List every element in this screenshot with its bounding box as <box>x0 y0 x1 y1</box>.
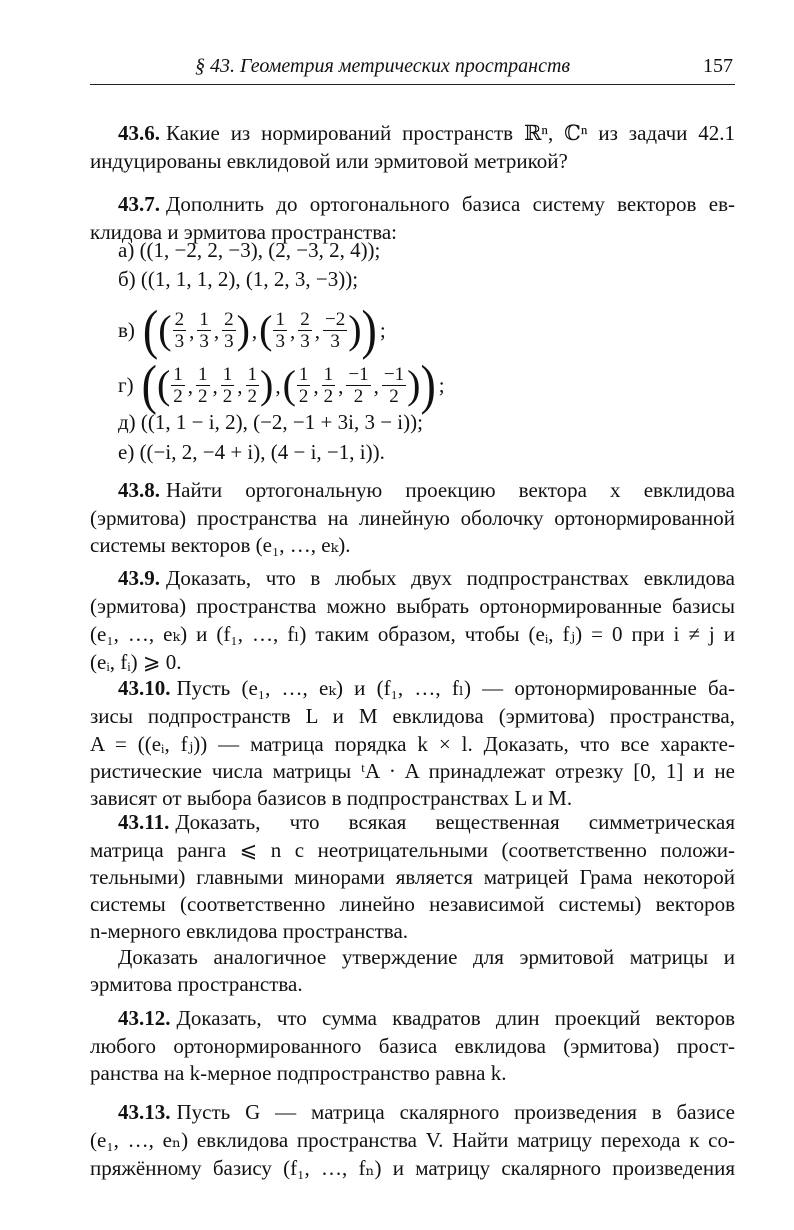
exercise-text: Доказать, что в любых двух подпространствах евклидова <box>166 566 735 590</box>
comma: , <box>313 374 319 398</box>
p43-9-line <box>118 564 735 592</box>
fraction <box>173 309 187 352</box>
exercise-text: любого ортонормированного базиса евклидова (эрмитова) прост- <box>90 1034 735 1058</box>
header-rule <box>90 84 735 85</box>
p43-11-line <box>118 808 735 836</box>
p43-7e-line <box>118 438 735 466</box>
exercise-number: 43.9. <box>118 566 160 590</box>
p43-11-line <box>90 863 735 891</box>
exercise-number: 43.11. <box>118 810 170 834</box>
p43-7-line <box>118 190 735 218</box>
denominator: 2 <box>198 385 208 407</box>
fraction <box>171 364 185 407</box>
paren-close: ) <box>236 307 250 352</box>
exercise-text: пряжённому базису (f₁, …, fₙ) и матрицу скалярного произведения <box>90 1156 735 1180</box>
exercise-text: эрмитова пространства. <box>90 972 303 996</box>
big-paren-close: ) <box>361 298 377 360</box>
comma: , <box>212 374 218 398</box>
exercise-text: Найти ортогональную проекцию вектора x евклидова <box>166 478 735 502</box>
paren-open: ( <box>259 307 273 352</box>
denominator: 3 <box>300 330 310 352</box>
exercise-text: б) ((1, 1, 1, 2), (1, 2, 3, −3)); <box>118 267 359 291</box>
exercise-number: 43.13. <box>118 1100 171 1124</box>
exercise-text: зисы подпространств L и M евклидова (эрмитова) пространства, <box>90 704 735 728</box>
comma: , <box>187 374 194 398</box>
exercise-text: е) ((−i, 2, −4 + i), (4 − i, −1, i)). <box>118 440 385 464</box>
p43-11b-line <box>118 943 735 971</box>
exercise-text: A = ((eᵢ, fⱼ)) — матрица порядка k × l. Доказать, что все характе- <box>90 732 735 756</box>
fraction <box>246 364 260 407</box>
exercise-text: зависят от выбора базисов в подпространствах L и M. <box>90 786 573 810</box>
numerator: 1 <box>222 363 233 385</box>
exercise-number: 43.6. <box>118 121 160 145</box>
fraction <box>222 309 236 352</box>
exercise-text: Пусть (e₁, …, eₖ) и (f₁, …, fₗ) — ортонормированные ба- <box>176 676 735 700</box>
big-paren-open: ( <box>142 298 159 360</box>
p43-9-line <box>90 648 735 676</box>
denominator: 3 <box>275 330 285 352</box>
fraction <box>323 309 347 352</box>
numerator: 1 <box>199 308 209 330</box>
item-label: г) <box>118 372 134 397</box>
comma: , <box>289 319 296 343</box>
p43-13-line <box>118 1098 735 1126</box>
comma: , <box>189 319 195 343</box>
exercise-text: n-мерного евклидова пространства. <box>90 919 409 943</box>
p43-6-line <box>118 119 735 147</box>
exercise-text: Какие из нормирований пространств ℝⁿ, ℂⁿ из задачи 42.1 <box>166 121 735 145</box>
denominator: 3 <box>224 330 234 352</box>
paren-open: ( <box>158 307 172 352</box>
exercise-text: матрица ранга ⩽ n с неотрицательными (соответственно положи- <box>90 838 735 862</box>
p43-11-line <box>90 836 735 864</box>
item-end: ; <box>379 317 386 342</box>
p43-10-line <box>90 757 735 785</box>
fraction <box>273 309 287 352</box>
fraction <box>346 364 370 407</box>
numerator: −1 <box>348 363 369 385</box>
p43-9-line <box>90 592 735 620</box>
p43-10-line <box>90 702 735 730</box>
exercise-text: (e₁, …, eₖ) и (f₁, …, fₗ) таким образом, чтобы (eᵢ, fⱼ) = 0 при i ≠ j и <box>90 622 735 646</box>
exercise-text: (e₁, …, eₙ) евклидова пространства V. Найти матрицу перехода к со- <box>90 1128 735 1152</box>
p43-11-line <box>90 917 735 945</box>
p43-13-line <box>90 1126 735 1154</box>
numerator: 1 <box>298 363 309 385</box>
exercise-text: (eᵢ, fᵢ) ⩾ 0. <box>90 650 182 674</box>
denominator: 2 <box>247 385 258 407</box>
denominator: 2 <box>173 385 183 407</box>
fraction <box>298 309 312 352</box>
numerator: 1 <box>198 363 208 385</box>
p43-11b-line <box>90 970 735 998</box>
exercise-text: клидова и эрмитова пространства: <box>90 220 398 244</box>
p43-12-line <box>118 1004 735 1032</box>
exercise-text: ранства на k-мерное подпространство равна k. <box>90 1061 507 1085</box>
p43-7b-line <box>118 265 735 293</box>
fraction <box>196 364 210 407</box>
fraction <box>382 364 406 407</box>
paren-close: ) <box>407 362 421 407</box>
exercise-text: индуцированы евклидовой или эрмитовой метрикой? <box>90 149 568 173</box>
exercise-text: системы (соответственно линейно независимой системы) векторов <box>90 892 735 916</box>
fraction <box>221 364 235 407</box>
exercise-text: ристические числа матрицы ᵗA · A принадлежат отрезку [0, 1] и не <box>90 759 735 783</box>
item-end: ; <box>438 372 445 397</box>
p43-7d-line <box>118 408 735 436</box>
comma: , <box>237 374 243 398</box>
numerator: −2 <box>324 308 346 330</box>
numerator: 2 <box>174 308 185 330</box>
paren-open: ( <box>282 362 296 407</box>
exercise-43-7-g <box>118 353 445 415</box>
p43-6-line <box>90 147 735 175</box>
big-paren-open: ( <box>141 353 157 415</box>
denominator: 2 <box>389 385 399 407</box>
exercise-text: д) ((1, 1 − i, 2), (−2, −1 + 3i, 3 − i)); <box>118 410 423 434</box>
fraction <box>197 309 211 352</box>
denominator: 3 <box>199 330 209 352</box>
fraction <box>297 364 311 407</box>
p43-12-line <box>90 1059 735 1087</box>
big-paren-close: ) <box>420 353 436 415</box>
paren-close: ) <box>260 362 274 407</box>
exercise-number: 43.10. <box>118 676 171 700</box>
numerator: −1 <box>383 363 405 385</box>
exercise-text: Доказать, что сумма квадратов длин проекций векторов <box>176 1006 735 1030</box>
exercise-text: а) ((1, −2, 2, −3), (2, −3, 2, 4)); <box>118 238 381 262</box>
numerator: 2 <box>300 308 310 330</box>
exercise-number: 43.7. <box>118 192 160 216</box>
exercise-number: 43.8. <box>118 478 160 502</box>
p43-10-line <box>118 674 735 702</box>
comma: , <box>373 374 379 398</box>
exercise-number: 43.12. <box>118 1006 171 1030</box>
denominator: 2 <box>298 385 309 407</box>
item-label: в) <box>118 317 135 342</box>
p43-8-line <box>90 504 735 532</box>
denominator: 3 <box>330 330 340 352</box>
comma: , <box>275 374 281 398</box>
exercise-text: Дополнить до ортогонального базиса систему векторов ев- <box>166 192 735 216</box>
numerator: 1 <box>275 308 285 330</box>
running-header-title: § 43. Геометрия метрических пространств <box>195 55 571 77</box>
fraction <box>322 364 336 407</box>
exercise-text: (эрмитова) пространства можно выбрать ортонормированные базисы <box>90 594 735 618</box>
denominator: 2 <box>222 385 233 407</box>
p43-11-line <box>90 890 735 918</box>
exercise-text: Доказать, что всякая вещественная симметрическая <box>175 810 735 834</box>
exercise-text: Доказать аналогичное утверждение для эрмитовой матрицы и <box>118 945 735 969</box>
p43-10-line <box>90 730 735 758</box>
paren-open: ( <box>156 362 171 407</box>
p43-13-line <box>90 1154 735 1182</box>
numerator: 2 <box>224 308 234 330</box>
denominator: 3 <box>174 330 185 352</box>
comma: , <box>338 374 344 398</box>
exercise-text: (эрмитова) пространства на линейную оболочку ортонормированной <box>90 506 735 530</box>
comma: , <box>213 319 220 343</box>
comma: , <box>251 319 258 343</box>
numerator: 1 <box>323 363 334 385</box>
p43-12-line <box>90 1032 735 1060</box>
paren-close: ) <box>348 307 362 352</box>
p43-7a-line <box>118 236 735 264</box>
denominator: 2 <box>323 385 334 407</box>
p43-8-line <box>118 476 735 504</box>
p43-9-line <box>90 620 735 648</box>
numerator: 1 <box>247 363 258 385</box>
exercise-text: системы векторов (e₁, …, eₖ). <box>90 533 351 557</box>
denominator: 2 <box>353 385 364 407</box>
exercise-text: Пусть G — матрица скалярного произведения в базисе <box>176 1100 735 1124</box>
page-number: 157 <box>703 55 733 77</box>
numerator: 1 <box>173 363 183 385</box>
comma: , <box>314 319 320 343</box>
p43-8-line <box>90 531 735 559</box>
exercise-43-7-v <box>118 298 386 360</box>
exercise-text: тельными) главными минорами является матрицей Грама некоторой <box>90 865 735 889</box>
